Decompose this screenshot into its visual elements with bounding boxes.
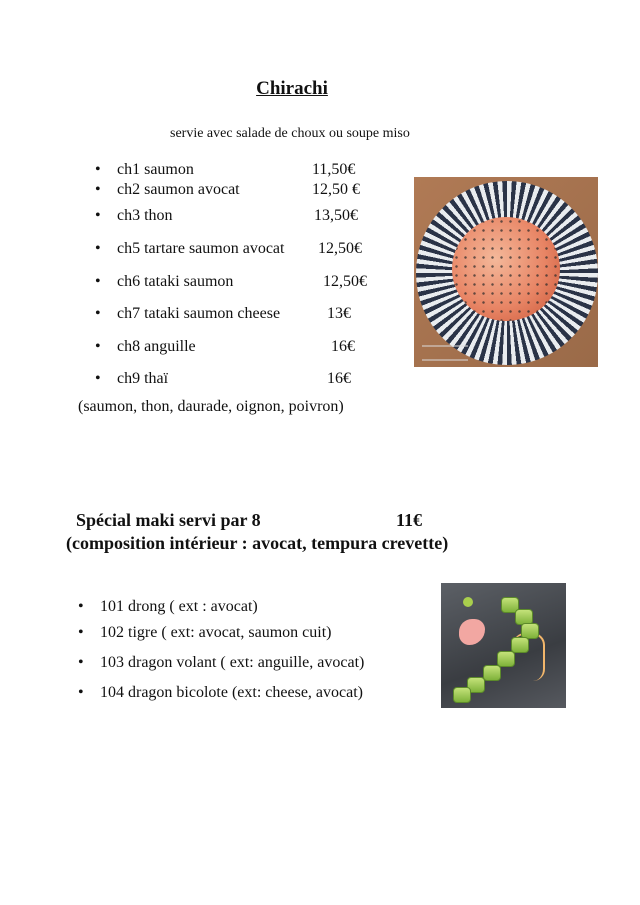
- bullet: •: [95, 305, 101, 322]
- wasabi: [463, 597, 473, 607]
- list-item: [95, 181, 240, 199]
- item-name: ch5 tartare saumon avocat: [117, 240, 285, 257]
- item-name: ch1 saumon: [117, 161, 194, 178]
- bullet: •: [78, 654, 84, 671]
- list-item: [95, 161, 194, 179]
- item-price: 13,50€: [314, 207, 358, 224]
- list-item: [95, 370, 169, 388]
- item-price: 16€: [331, 338, 355, 355]
- maki-dragon-photo: [441, 583, 566, 708]
- list-item: [95, 338, 196, 356]
- list-item: [95, 240, 285, 258]
- item-price: 13€: [327, 305, 351, 322]
- list-item: [78, 598, 258, 616]
- bullet: •: [95, 207, 101, 224]
- item-price: 11,50€: [312, 161, 356, 178]
- item-name: ch7 tataki saumon cheese: [117, 305, 281, 322]
- maki-price: 11€: [396, 510, 423, 530]
- list-item: [95, 305, 281, 323]
- maki-heading: Spécial maki servi par 8: [76, 510, 261, 530]
- sesame-seeds: [452, 217, 560, 321]
- bullet: •: [78, 684, 84, 701]
- chirachi-bowl-photo: [414, 177, 598, 367]
- item-price: 12,50 €: [312, 181, 360, 198]
- maki-roll: [511, 637, 529, 653]
- item-name: ch2 saumon avocat: [117, 181, 240, 198]
- maki-roll: [483, 665, 501, 681]
- item-name: ch8 anguille: [117, 338, 196, 355]
- item-name: ch6 tataki saumon: [117, 273, 234, 290]
- item-price: 16€: [327, 370, 351, 387]
- page-title: Chirachi: [256, 78, 328, 99]
- list-item: [78, 684, 363, 702]
- ginger: [459, 619, 485, 645]
- list-item: [78, 654, 365, 672]
- list-item: [95, 273, 234, 291]
- bullet: •: [78, 624, 84, 641]
- maki-item-text: 102 tigre ( ext: avocat, saumon cuit): [100, 624, 332, 641]
- bullet: •: [95, 161, 101, 178]
- bullet: •: [95, 181, 101, 198]
- bullet: •: [95, 370, 101, 387]
- maki-roll: [453, 687, 471, 703]
- item-price: 12,50€: [318, 240, 362, 257]
- chirachi-note: (saumon, thon, daurade, oignon, poivron): [78, 398, 344, 415]
- bullet: •: [78, 598, 84, 615]
- list-item: [78, 624, 332, 642]
- maki-item-text: 104 dragon bicolote (ext: cheese, avocat): [100, 684, 363, 701]
- bullet: •: [95, 273, 101, 290]
- maki-composition: (composition intérieur : avocat, tempura crevette): [66, 533, 449, 553]
- camera-watermark: [422, 345, 468, 361]
- item-price: 12,50€: [323, 273, 367, 290]
- bullet: •: [95, 338, 101, 355]
- item-name: ch9 thaï: [117, 370, 169, 387]
- chirachi-subtitle: servie avec salade de choux ou soupe miso: [170, 126, 410, 141]
- maki-roll: [497, 651, 515, 667]
- item-name: ch3 thon: [117, 207, 173, 224]
- list-item: [95, 207, 173, 225]
- maki-item-text: 103 dragon volant ( ext: anguille, avocat): [100, 654, 365, 671]
- bullet: •: [95, 240, 101, 257]
- maki-item-text: 101 drong ( ext : avocat): [100, 598, 258, 615]
